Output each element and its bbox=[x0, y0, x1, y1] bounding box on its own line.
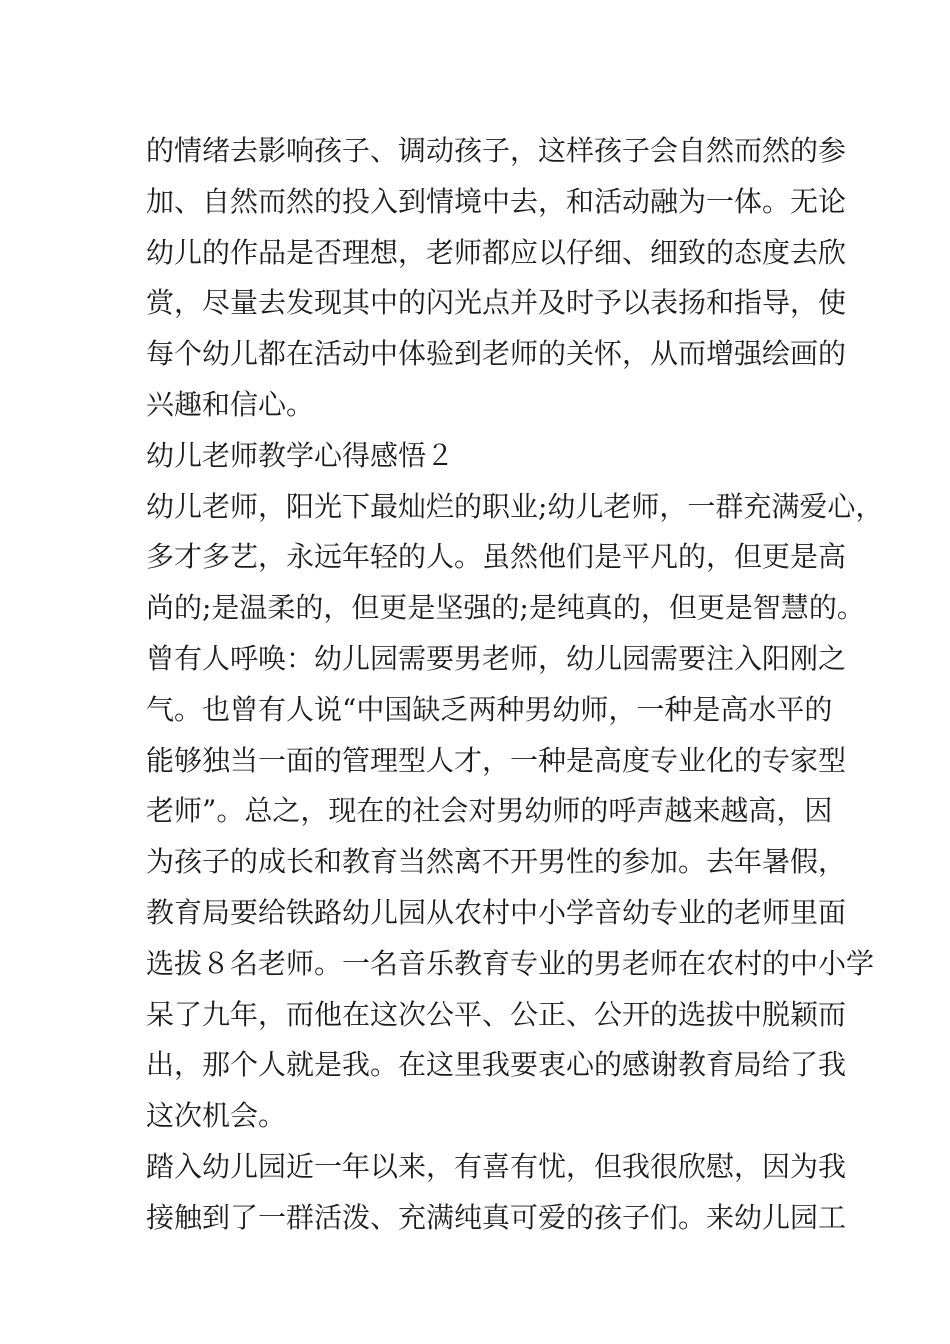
text-line: 加、自然而然的投入到情境中去，和活动融为一体。无论 bbox=[146, 184, 847, 218]
text-line: 曾有人呼唤：幼儿园需要男老师，幼儿园需要注入阳刚之 bbox=[146, 641, 847, 675]
text-line: 多才多艺，永远年轻的人。虽然他们是平凡的，但更是高 bbox=[146, 540, 847, 574]
text-line: 的情绪去影响孩子、调动孩子，这样孩子会自然而然的参 bbox=[146, 134, 847, 167]
text-line: 赏，尽量去发现其中的闪光点并及时予以表扬和指导，使 bbox=[146, 286, 847, 320]
text-line: 为孩子的成长和教育当然离不开男性的参加。去年暑假， bbox=[146, 845, 847, 879]
text-line: 幼儿老师，阳光下最灿烂的职业;幼儿老师，一群充满爱心， bbox=[146, 489, 884, 523]
text-line: 气。也曾有人说“中国缺乏两种男幼师，一种是高水平的 bbox=[146, 692, 833, 726]
text-line: 每个幼儿都在活动中体验到老师的关怀，从而增强绘画的 bbox=[146, 337, 847, 371]
text-line: 呆了九年，而他在这次公平、公正、公开的选拔中脱颖而 bbox=[146, 997, 847, 1031]
text-line: 出，那个人就是我。在这里我要衷心的感谢教育局给了我 bbox=[146, 1048, 847, 1082]
document-body bbox=[146, 126, 884, 1244]
text-line: 教育局要给铁路幼儿园从农村中小学音幼专业的老师里面 bbox=[146, 895, 847, 929]
text-line: 老师”。总之，现在的社会对男幼师的呼声越来越高，因 bbox=[146, 794, 833, 828]
text-line: 尚的;是温柔的，但更是坚强的;是纯真的，但更是智慧的。 bbox=[146, 591, 865, 625]
section-heading: 幼儿老师教学心得感悟２ bbox=[146, 438, 455, 472]
text-line: 选拔８名老师。一名音乐教育专业的男老师在农村的中小学 bbox=[146, 946, 875, 980]
text-line: 能够独当一面的管理型人才，一种是高度专业化的专家型 bbox=[146, 743, 847, 777]
text-line: 幼儿的作品是否理想，老师都应以仔细、细致的态度去欣 bbox=[146, 235, 847, 269]
text-line: 接触到了一群活泼、充满纯真可爱的孩子们。来幼儿园工 bbox=[146, 1200, 847, 1234]
text-line: 踏入幼儿园近一年以来，有喜有忧，但我很欣慰，因为我 bbox=[146, 1149, 847, 1183]
text-line: 兴趣和信心。 bbox=[146, 387, 315, 421]
text-line: 这次机会。 bbox=[146, 1099, 287, 1133]
